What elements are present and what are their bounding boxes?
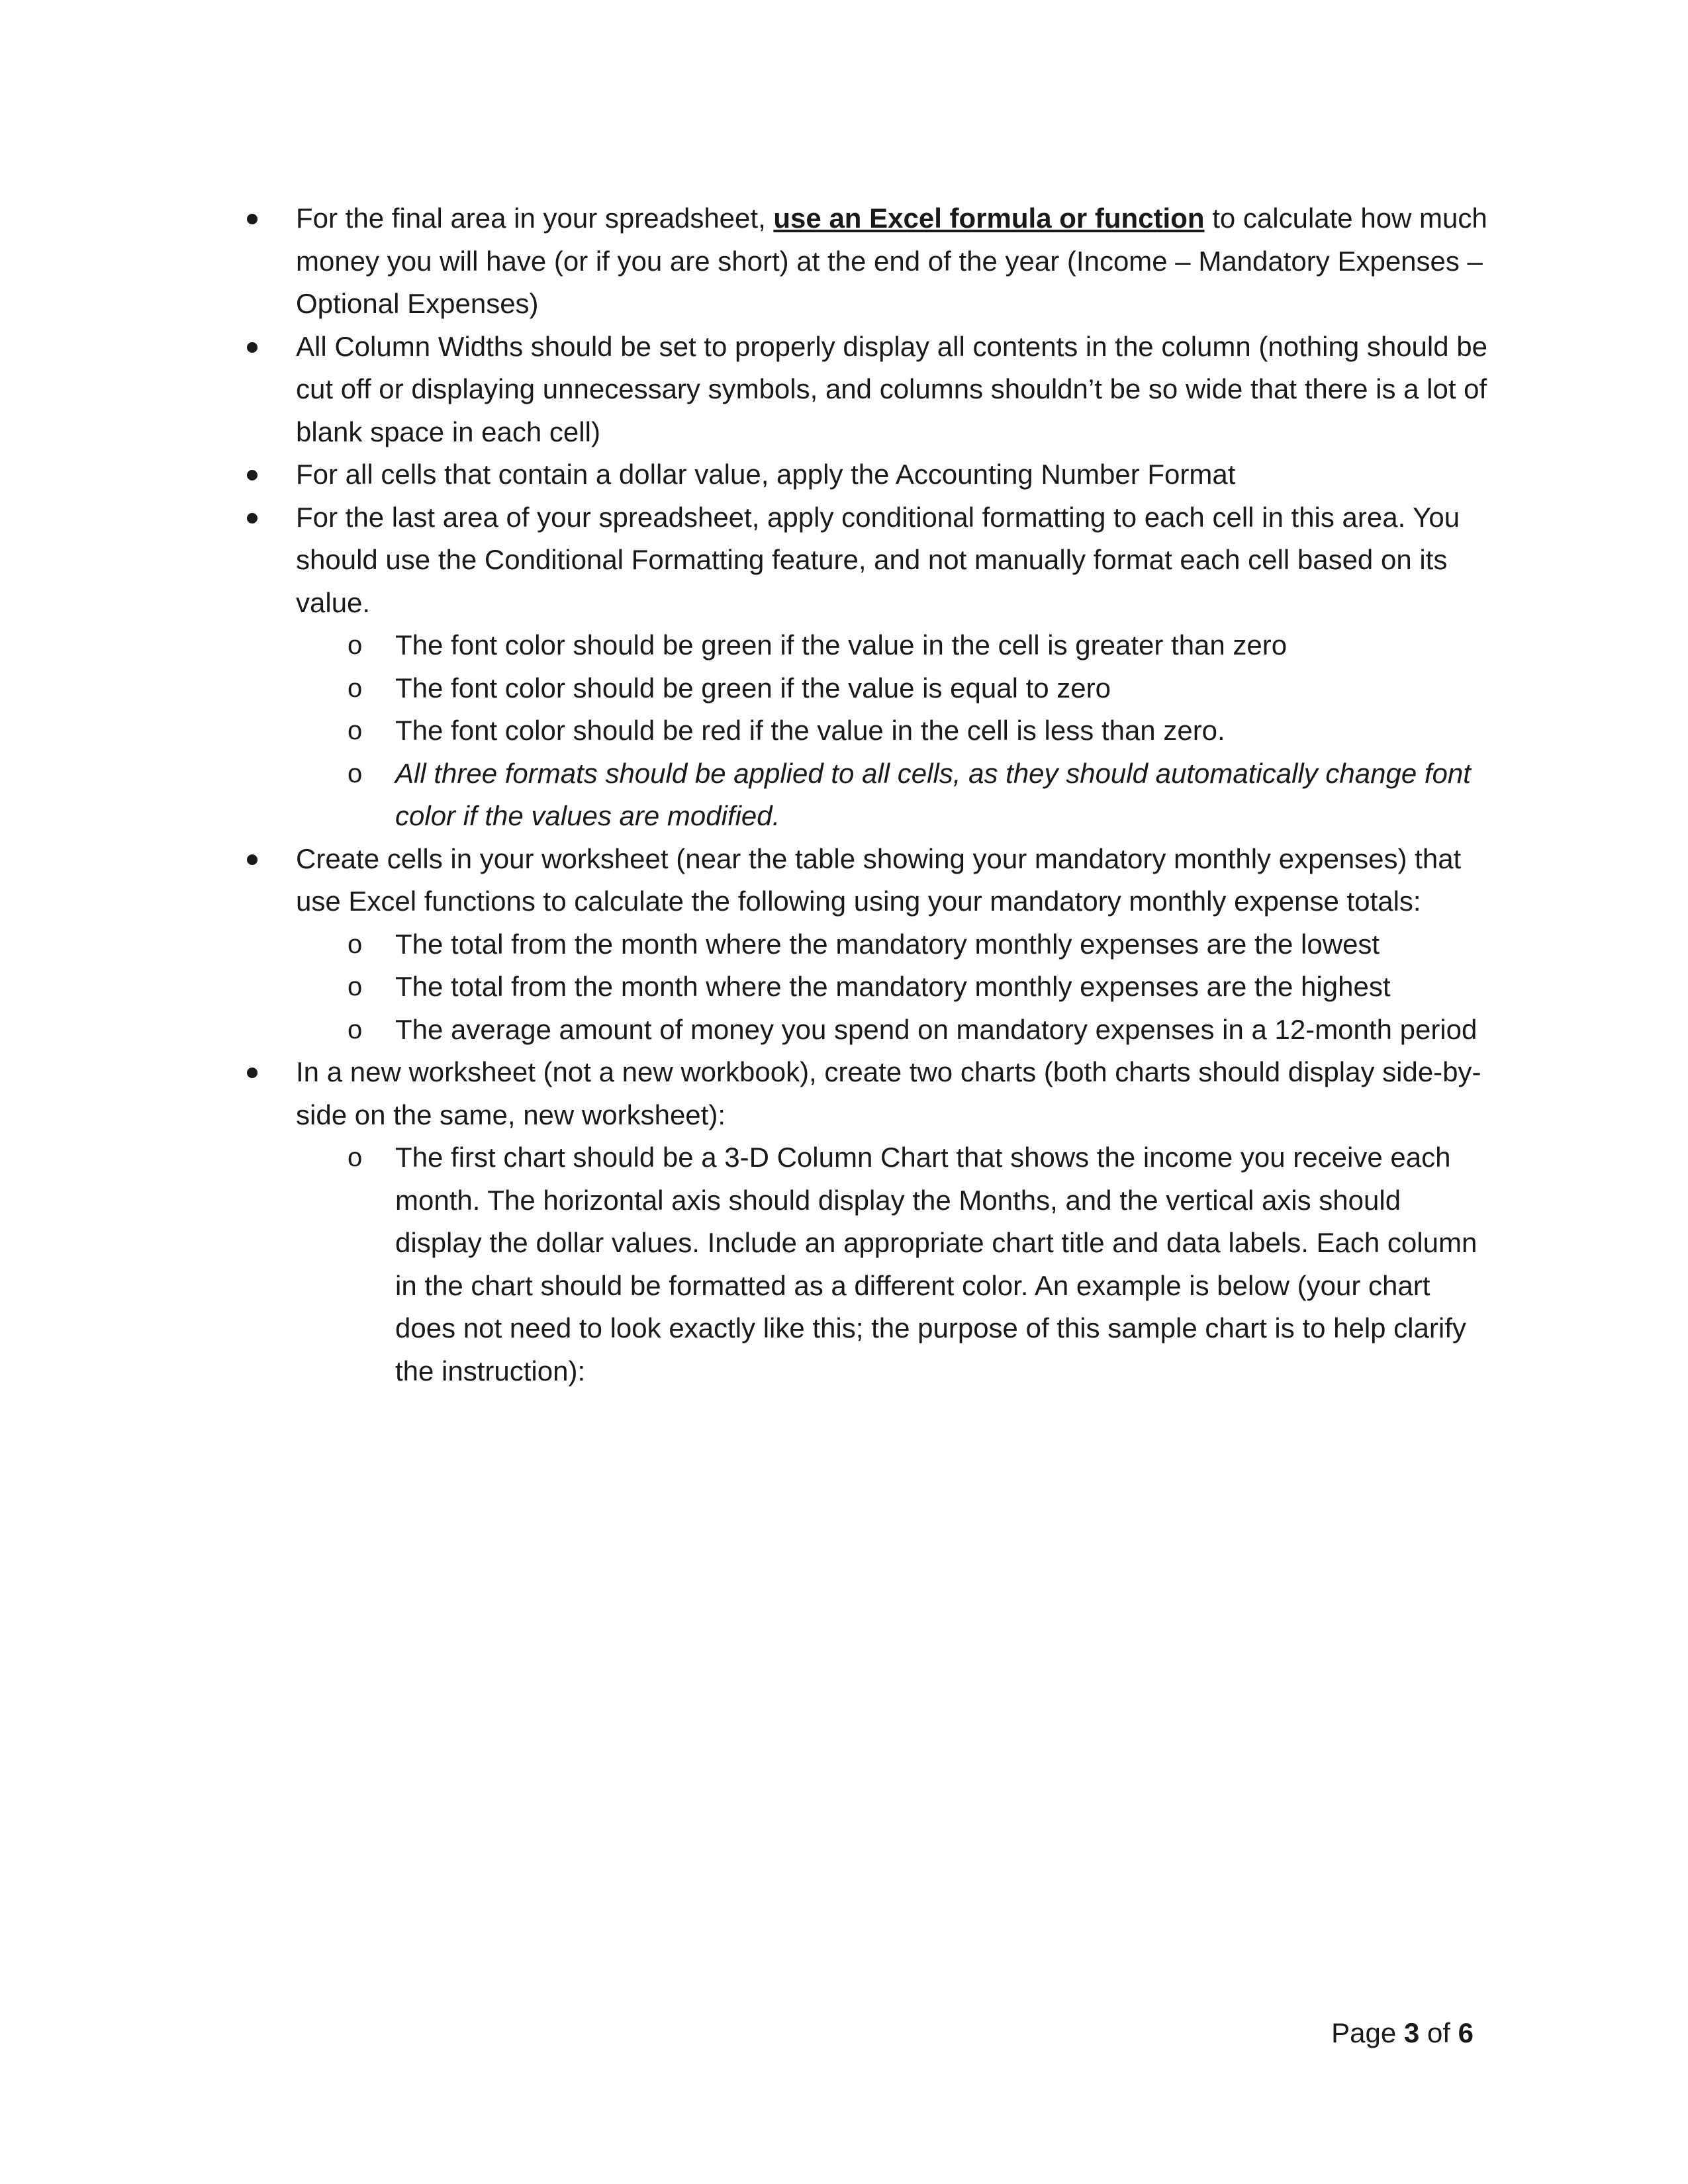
bullet-marker [247, 470, 258, 480]
bullet-marker [247, 214, 258, 224]
bullet-text: All Column Widths should be set to properly display all contents in the column (nothing should be cut off or displaying unnecessary symbols, and columns shouldn’t be so wide that there is a lot of blank space in each cell) [296, 330, 1487, 447]
bullet-marker [247, 854, 258, 865]
sub-list-conditional-formatting [348, 624, 1487, 838]
bullet-final-area [296, 197, 1487, 326]
sub-item [348, 1136, 1487, 1392]
sub-item [348, 709, 1487, 752]
sub-marker: o [348, 1143, 363, 1172]
sub-item-text-italic: All three formats should be applied to all cells, as they should automatically change font color if the values are modified. [395, 757, 1471, 831]
bullet-marker [247, 1068, 258, 1078]
bullet-text-post: to calculate how much money you will have (or if you are short) at the end of the year (Income – Mandatory Expenses – Optional Expenses) [296, 203, 1487, 319]
sub-list-charts [348, 1136, 1487, 1392]
sub-item-text: The total from the month where the mandatory monthly expenses are the lowest [395, 928, 1380, 960]
sub-item [348, 624, 1487, 667]
of-label: of [1427, 2017, 1450, 2048]
bullet-text: In a new worksheet (not a new workbook), create two charts (both charts should display side-by-side on the same, new worksheet): [296, 1056, 1481, 1130]
bullet-new-worksheet-charts [296, 1051, 1487, 1136]
sub-marker: o [348, 631, 363, 660]
sub-item [348, 667, 1487, 710]
sub-marker: o [348, 972, 363, 1001]
current-page-number: 3 [1403, 2017, 1420, 2048]
total-pages-number: 6 [1458, 2017, 1474, 2048]
sub-list-create-cells [348, 923, 1487, 1052]
bullet-marker [247, 513, 258, 523]
sub-item [348, 966, 1487, 1009]
bullet-text: For all cells that contain a dollar value, apply the Accounting Number Format [296, 459, 1236, 490]
bullet-text: For the last area of your spreadsheet, apply conditional formatting to each cell in this area. You should use the Conditional Formatting feature, and not manually format each cell based on its value. [296, 501, 1460, 618]
bullet-marker [247, 342, 258, 353]
bullet-conditional-formatting [296, 496, 1487, 625]
sub-item [348, 923, 1487, 966]
sub-item [348, 1009, 1487, 1052]
page-label: Page [1331, 2017, 1397, 2048]
bullet-create-cells [296, 838, 1487, 923]
bullet-column-widths [296, 326, 1487, 454]
sub-marker: o [348, 673, 363, 703]
sub-item-text: The total from the month where the mandatory monthly expenses are the highest [395, 971, 1391, 1002]
page-number-footer [1331, 2012, 1474, 2054]
sub-item-text: The font color should be green if the value is equal to zero [395, 672, 1111, 704]
sub-marker: o [348, 1015, 363, 1044]
sub-item-text: The average amount of money you spend on mandatory expenses in a 12-month period [395, 1013, 1477, 1045]
sub-item [348, 752, 1487, 838]
sub-marker: o [348, 758, 363, 788]
sub-item-text: The font color should be red if the value in the cell is less than zero. [395, 715, 1225, 746]
sub-marker: o [348, 929, 363, 959]
bullet-accounting-format [296, 453, 1487, 496]
sub-item-text: The font color should be green if the value in the cell is greater than zero [395, 629, 1288, 660]
sub-item-text: The first chart should be a 3-D Column Chart that shows the income you receive each month. The horizontal axis should display the Months, and the vertical axis should display the dollar values. Include an appropriate chart title and data labels. Each column in the chart should be formatted as a different color. An example is below (your chart does not need to look exactly like this; the purpose of this sample chart is to help clarify the instruction): [395, 1142, 1477, 1387]
sub-marker: o [348, 716, 363, 745]
bullet-text: Create cells in your worksheet (near the table showing your mandatory monthly expenses) that use Excel functions to calculate the following using your mandatory monthly expense totals: [296, 842, 1462, 917]
bullet-text-pre: For the final area in your spreadsheet, [296, 203, 774, 234]
bullet-text-emphasis: use an Excel formula or function [773, 203, 1205, 234]
instruction-list [296, 197, 1487, 1392]
